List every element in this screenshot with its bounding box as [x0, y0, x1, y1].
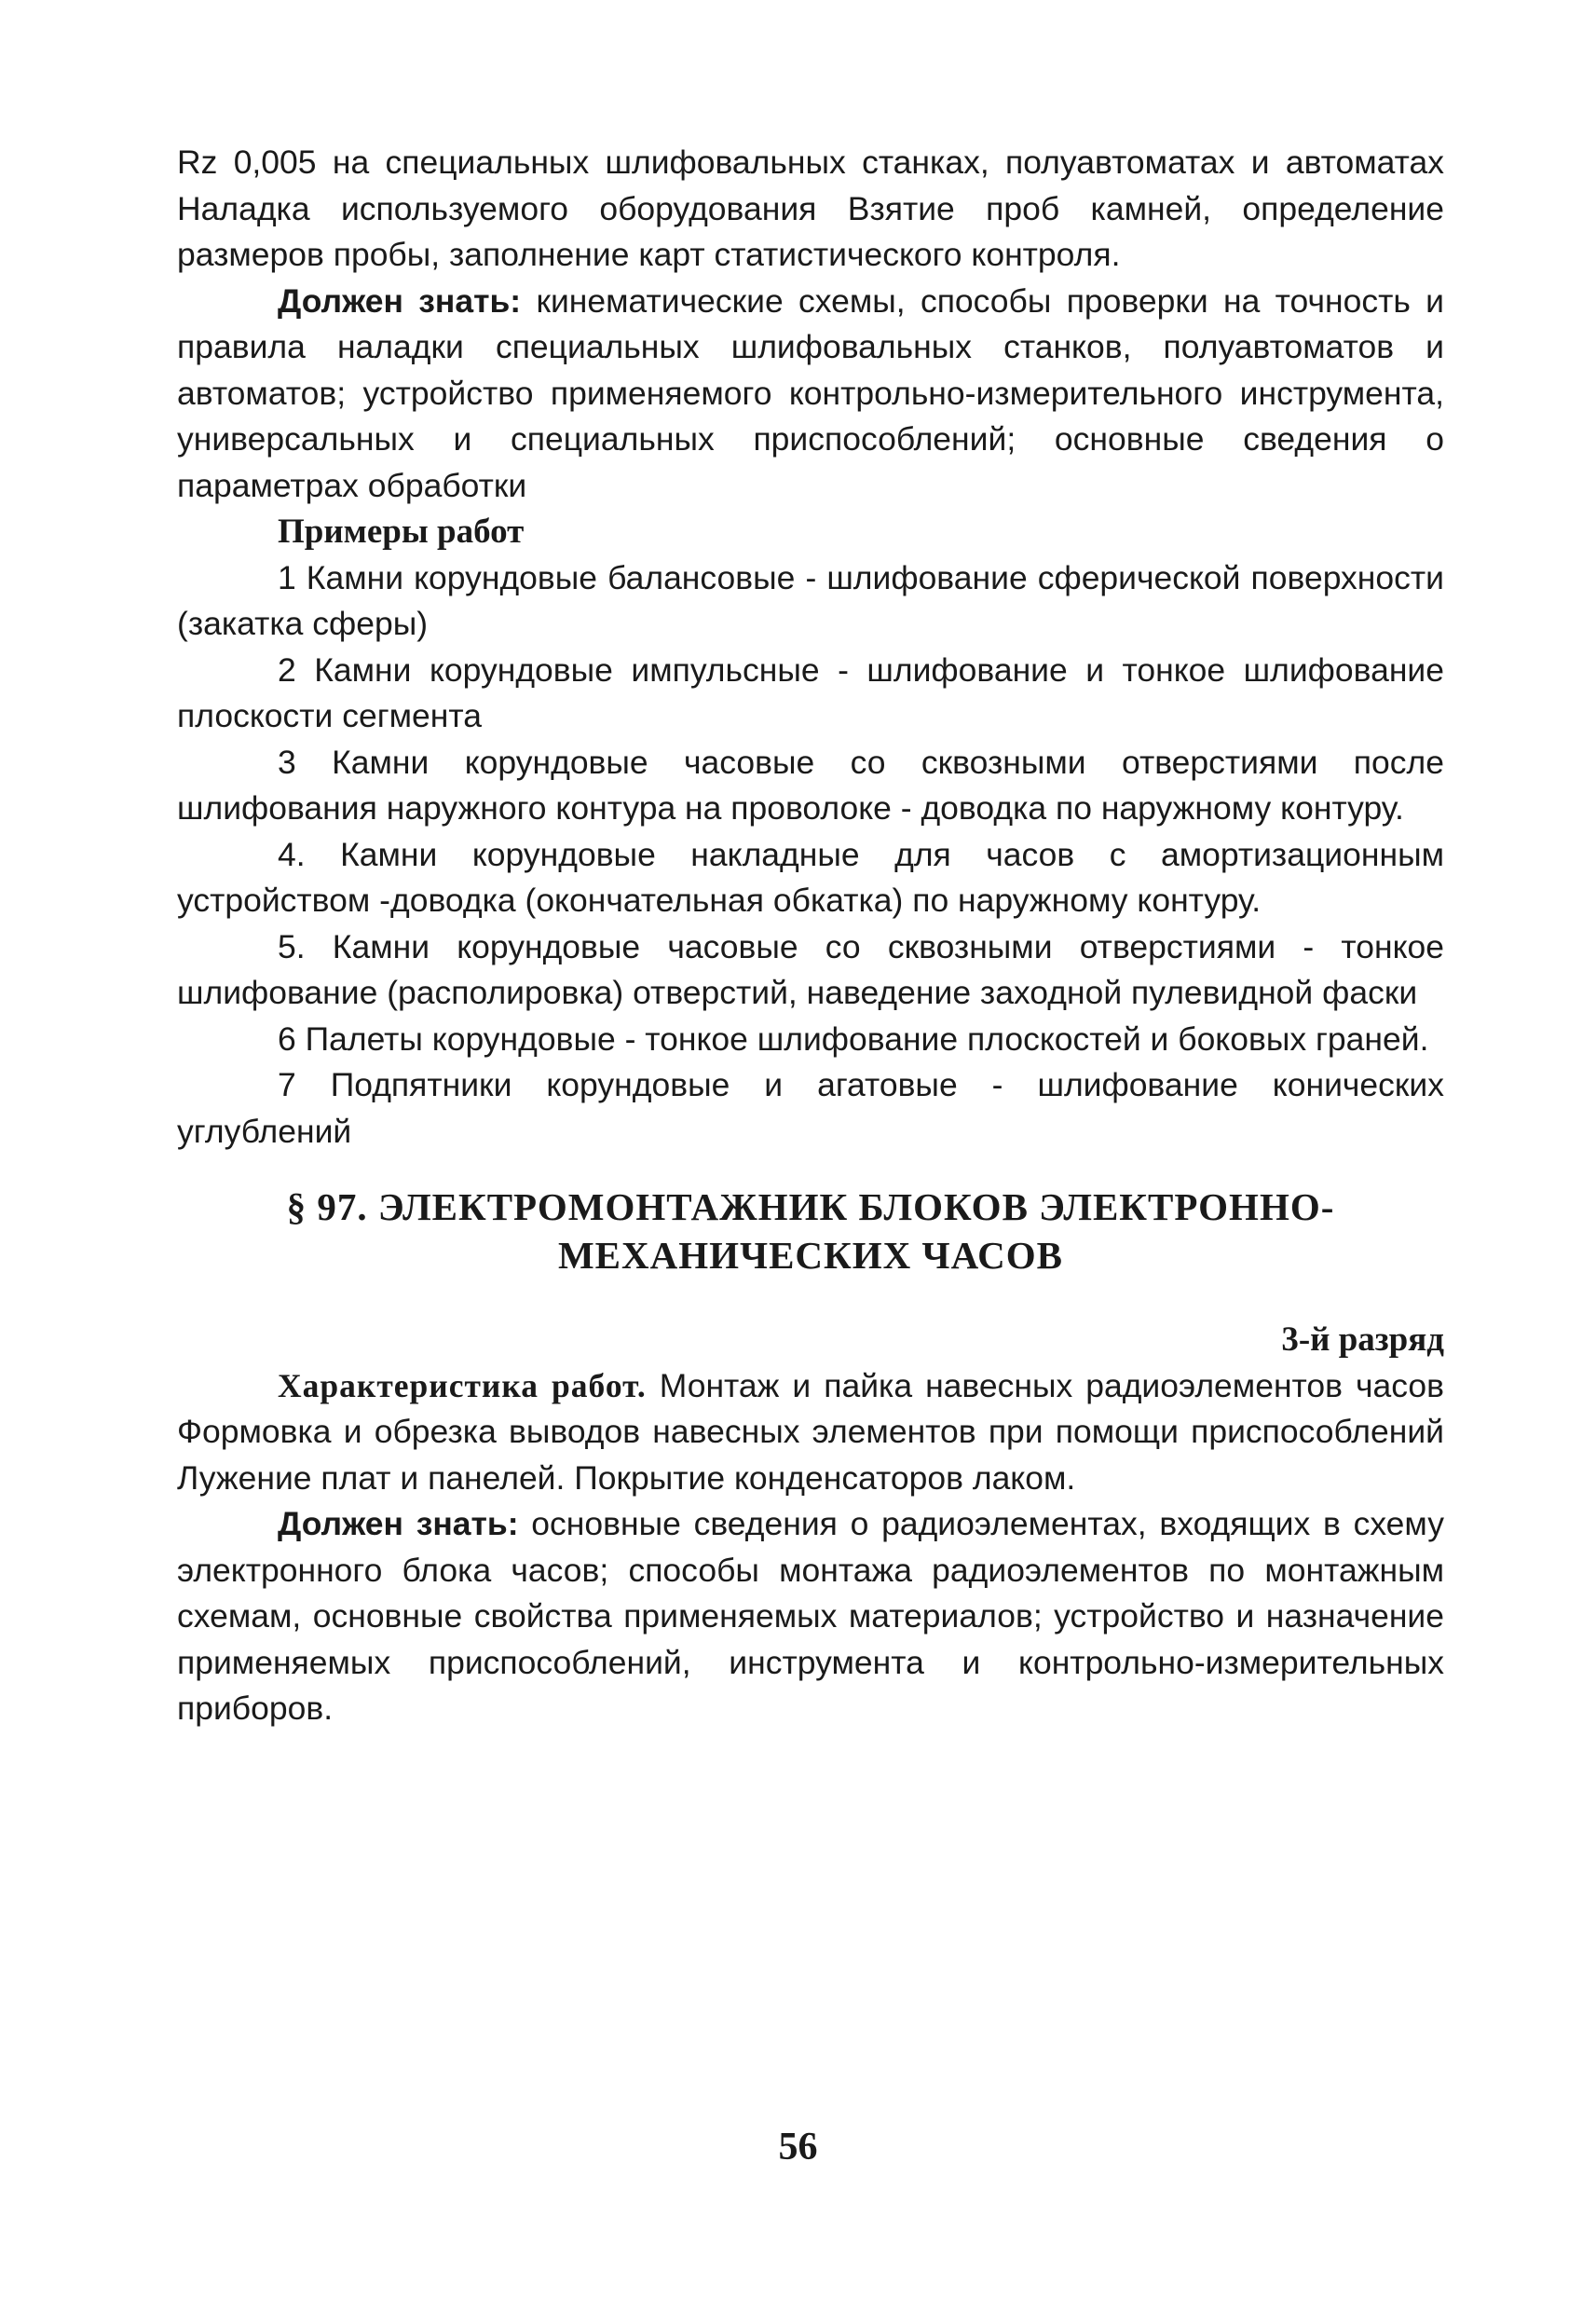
example-item-7: 7 Подпятники корундовые и агатовые - шлифование конических углублений: [177, 1066, 1444, 1150]
must-know-text-1: кинематические схемы, способы проверки на точность и правила наладки специальных шлифовальных станков, полуавтоматов и автоматов; устройство применяемого контрольно-измерительного инструмента, универсальных и специальных приспособлений; основные сведения о параметрах обработки: [177, 281, 1444, 504]
section-title-line-1: § 97. ЭЛЕКТРОМОНТАЖНИК БЛОКОВ ЭЛЕКТРОННО-: [286, 1185, 1335, 1228]
characteristic-label: Характеристика работ.: [278, 1366, 647, 1404]
example-item-1: 1 Камни корундовые балансовые - шлифование сферической поверхности (закатка сферы): [177, 558, 1444, 642]
characteristic-text: Монтаж и пайка навесных радиоэлементов часов Формовка и обрезка выводов навесных элементов при помощи приспособлений Лужение плат и панелей. Покрытие конденсаторов лаком.: [177, 1366, 1444, 1497]
page-body: [177, 140, 1444, 1732]
must-know-paragraph-1: [177, 279, 1444, 510]
example-item-4: 4. Камни корундовые накладные для часов с амортизационным устройством -доводка (окончательная обкатка) по наружному контуру.: [177, 835, 1444, 919]
section-title-line-2: МЕХАНИЧЕСКИХ ЧАСОВ: [557, 1234, 1064, 1277]
examples-heading: Примеры работ: [278, 513, 525, 551]
example-item-5: 5. Камни корундовые часовые со сквозными отверстиями - тонкое шлифование (располировка) отверстий, наведение заходной пулевидной фаски: [177, 927, 1444, 1011]
grade-label: 3-й разряд: [1281, 1320, 1444, 1359]
must-know-paragraph-2: [177, 1501, 1444, 1732]
must-know-label-2: Должен знать:: [278, 1505, 519, 1542]
page-number: 56: [778, 2126, 818, 2168]
characteristic-paragraph: [177, 1363, 1444, 1502]
must-know-label-1: Должен знать:: [278, 281, 522, 320]
intro-paragraph: Rz 0,005 на специальных шлифовальных станках, полуавтоматах и автоматах Наладка используемого оборудования Взятие проб камней, определение размеров пробы, заполнение карт статистического контроля.: [177, 144, 1444, 273]
example-item-3: 3 Камни корундовые часовые со сквозными отверстиями после шлифования наружного контура на проволоке - доводка по наружному контуру.: [177, 743, 1444, 827]
example-item-6: 6 Палеты корундовые - тонкое шлифование плоскостей и боковых граней.: [278, 1019, 1429, 1058]
section-title: [177, 1183, 1444, 1279]
example-item-2: 2 Камни корундовые импульсные - шлифование и тонкое шлифование плоскости сегмента: [177, 650, 1444, 734]
must-know-text-2: основные сведения о радиоэлементах, входящих в схему электронного блока часов; способы монтажа радиоэлементов по монтажным схемам, основные свойства применяемых материалов; устройство и назначение применяемых приспособлений, инструмента и контрольно-измерительных приборов.: [177, 1505, 1444, 1727]
